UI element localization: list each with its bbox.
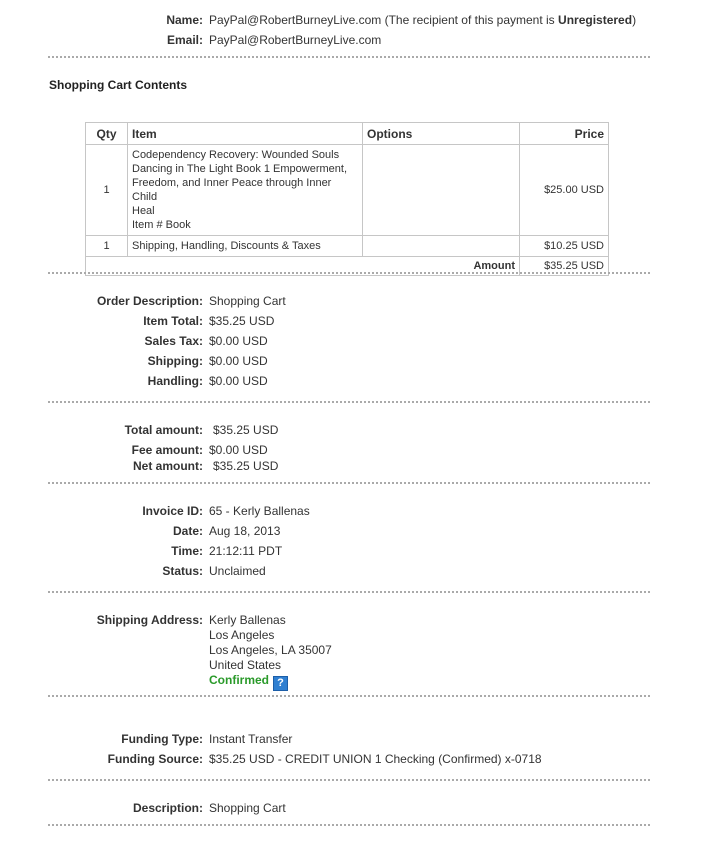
email-label: Email: — [166, 33, 203, 47]
date-value: Aug 18, 2013 — [209, 524, 281, 538]
address-line: Los Angeles, LA 35007 — [209, 643, 332, 657]
divider — [48, 56, 650, 58]
cell-price: $10.25 USD — [520, 236, 609, 257]
divider — [48, 824, 650, 826]
funding-source-value: $35.25 USD - CREDIT UNION 1 Checking (Confirmed) x-0718 — [209, 752, 542, 766]
fee-amount-label: Fee amount: — [131, 443, 203, 457]
cell-options — [363, 236, 520, 257]
net-amount-row — [0, 459, 721, 477]
col-options: Options — [363, 123, 520, 145]
item-number: Item # Book — [132, 219, 191, 231]
amount-value: $35.25 USD — [520, 257, 609, 276]
funding-source-row — [0, 752, 721, 770]
item-total-label: Item Total: — [143, 314, 203, 328]
shipping-address-label: Shipping Address: — [96, 613, 203, 627]
time-row — [0, 544, 721, 562]
item-total-row — [0, 314, 721, 332]
name-row — [0, 13, 721, 31]
status-row — [0, 564, 721, 582]
total-amount-label: Total amount: — [124, 423, 203, 437]
shipping-address-value — [209, 613, 332, 688]
funding-type-label: Funding Type: — [121, 732, 203, 746]
net-amount-label: Net amount: — [133, 459, 203, 473]
cart-table — [85, 122, 609, 276]
status-value: Unclaimed — [209, 564, 266, 578]
divider — [48, 591, 650, 593]
address-confirmation — [209, 673, 332, 688]
funding-source-label: Funding Source: — [107, 752, 203, 766]
cell-price: $25.00 USD — [520, 145, 609, 236]
invoice-id-value: 65 - Kerly Ballenas — [209, 504, 310, 518]
handling-row — [0, 374, 721, 392]
address-confirmed-status: Confirmed — [209, 673, 269, 687]
invoice-id-label: Invoice ID: — [142, 504, 203, 518]
handling-label: Handling: — [147, 374, 203, 388]
funding-type-row — [0, 732, 721, 750]
col-item: Item — [128, 123, 363, 145]
address-line: Kerly Ballenas — [209, 613, 286, 627]
shipping-address-row — [0, 613, 721, 693]
table-row — [86, 145, 609, 236]
col-qty: Qty — [86, 123, 128, 145]
divider — [48, 695, 650, 697]
shipping-row — [0, 354, 721, 372]
total-amount-row — [0, 423, 721, 441]
description-value: Shopping Cart — [209, 801, 286, 815]
address-line: Los Angeles — [209, 628, 275, 642]
name-email: PayPal@RobertBurneyLive.com — [209, 13, 382, 27]
item-line: Heal — [132, 205, 155, 217]
item-line: Codependency Recovery: Wounded Souls — [132, 149, 340, 161]
order-description-label: Order Description: — [96, 294, 203, 308]
amount-label: Amount — [86, 257, 520, 276]
total-amount-value: $35.25 USD — [213, 423, 279, 437]
order-description-value: Shopping Cart — [209, 294, 286, 308]
description-row — [0, 801, 721, 819]
item-total-value: $35.25 USD — [209, 314, 275, 328]
cart-header-row — [86, 123, 609, 145]
item-line: Freedom, and Inner Peace through Inner Child — [132, 177, 332, 203]
description-label: Description: — [132, 801, 203, 815]
time-label: Time: — [171, 544, 203, 558]
divider — [48, 401, 650, 403]
cell-qty: 1 — [86, 145, 128, 236]
name-note-prefix: (The recipient of this payment is — [384, 13, 559, 27]
shipping-label: Shipping: — [147, 354, 203, 368]
sales-tax-row — [0, 334, 721, 352]
sales-tax-label: Sales Tax: — [144, 334, 203, 348]
time-value: 21:12:11 PDT — [209, 544, 283, 558]
funding-type-value: Instant Transfer — [209, 732, 293, 746]
item-line: Dancing in The Light Book 1 Empowerment, — [132, 163, 348, 175]
address-line: United States — [209, 658, 282, 672]
name-label: Name: — [166, 13, 203, 27]
name-note-suffix: ) — [632, 13, 637, 27]
cell-options — [363, 145, 520, 236]
shipping-value: $0.00 USD — [209, 354, 268, 368]
net-amount-value: $35.25 USD — [213, 459, 279, 473]
divider — [48, 779, 650, 781]
invoice-id-row — [0, 504, 721, 522]
cell-qty: 1 — [86, 236, 128, 257]
table-row — [86, 236, 609, 257]
divider — [48, 482, 650, 484]
col-price: Price — [520, 123, 609, 145]
item-line: Shipping, Handling, Discounts & Taxes — [132, 240, 321, 252]
cell-item — [128, 145, 363, 236]
date-row — [0, 524, 721, 542]
cart-title: Shopping Cart Contents — [49, 78, 187, 92]
handling-value: $0.00 USD — [209, 374, 268, 388]
cell-item — [128, 236, 363, 257]
sales-tax-value: $0.00 USD — [209, 334, 268, 348]
status-label: Status: — [162, 564, 203, 578]
email-row — [0, 33, 721, 51]
email-value: PayPal@RobertBurneyLive.com — [209, 33, 382, 47]
help-icon[interactable]: ? — [273, 676, 288, 691]
order-description-row — [0, 294, 721, 312]
fee-amount-value: $0.00 USD — [209, 443, 268, 457]
divider — [48, 272, 650, 274]
name-value — [209, 13, 636, 27]
recipient-status: Unregistered — [558, 13, 633, 27]
date-label: Date: — [172, 524, 203, 538]
